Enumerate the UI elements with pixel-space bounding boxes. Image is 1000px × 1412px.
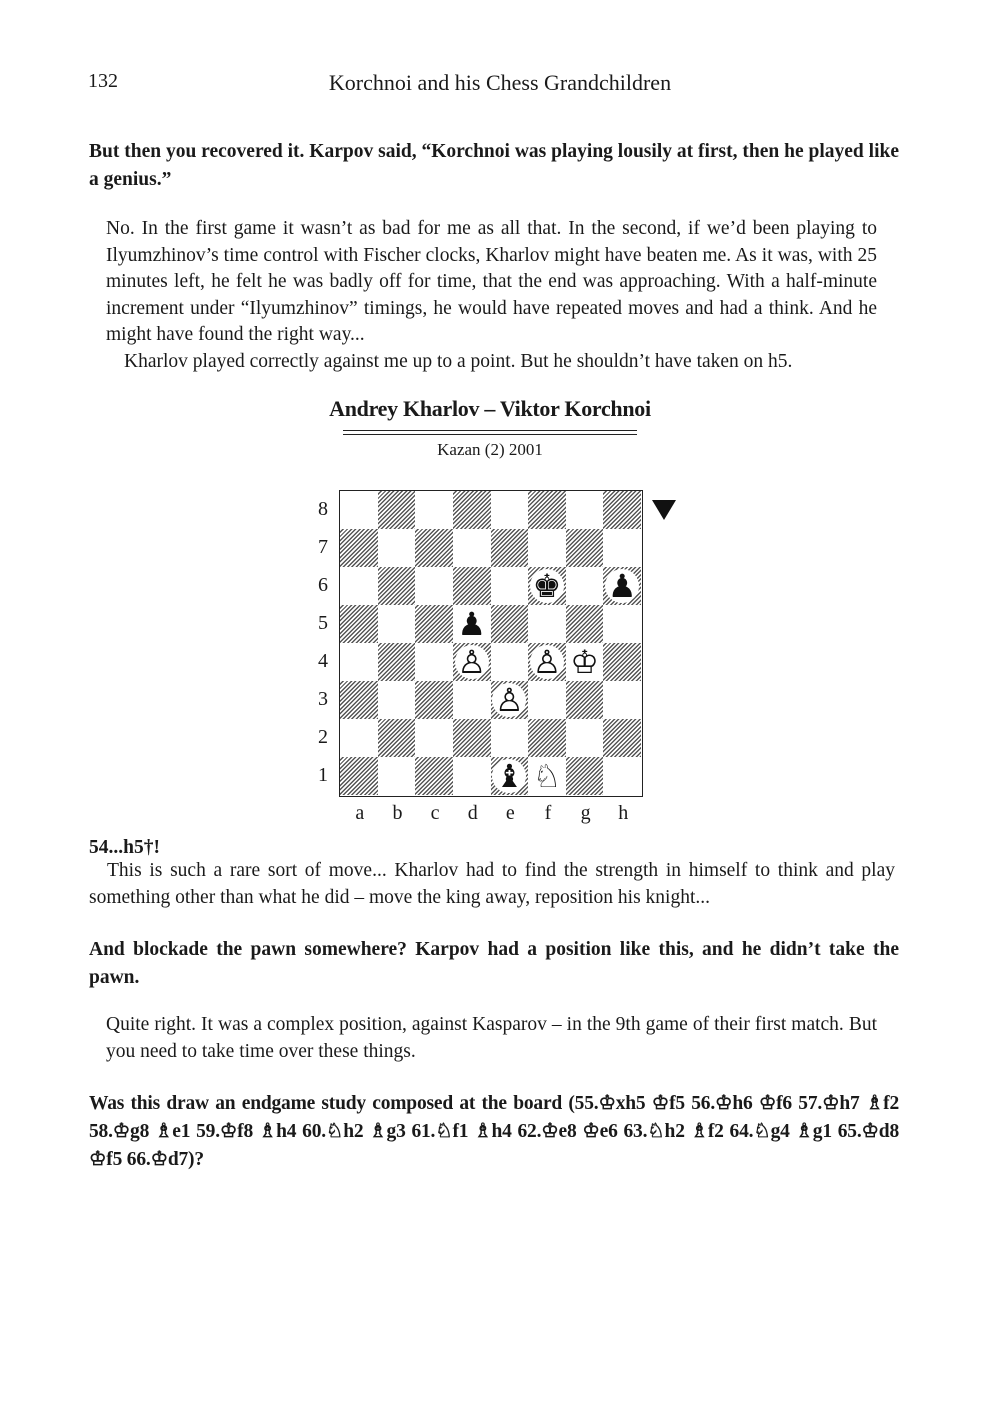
- black-pawn-icon: ♟: [607, 567, 637, 605]
- square-f4: [528, 643, 566, 681]
- square-e2: [491, 719, 529, 757]
- rank-label-3: 3: [318, 688, 328, 710]
- answer-1-para-1: No. In the first game it wasn’t as bad for me as all that. In the second, if we’d been playing to Ilyumzhinov’s time control with Fischer clocks, Kharlov might have beaten me. As it was, with 25 minutes left, he felt he was badly off for time, that the end was approaching. With a half-minute increment under “Ilyumzhinov” timings, he would have repeated moves and had a think. And he might have found the right way...: [106, 218, 877, 345]
- file-label-c: c: [430, 802, 440, 824]
- square-g7: [566, 529, 604, 567]
- square-f2: [528, 719, 566, 757]
- square-f3: [528, 681, 566, 719]
- rank-label-8: 8: [318, 498, 328, 520]
- square-d4: [453, 643, 491, 681]
- square-b8: [378, 491, 416, 529]
- rank-label-7: 7: [318, 536, 328, 558]
- square-d3: [453, 681, 491, 719]
- square-d5: [453, 605, 491, 643]
- square-c1: [415, 757, 453, 795]
- square-a6: [340, 567, 378, 605]
- file-label-b: b: [392, 802, 403, 824]
- white-pawn-icon: ♙: [532, 643, 562, 681]
- square-c5: [415, 605, 453, 643]
- square-b6: [378, 567, 416, 605]
- running-head: [0, 70, 1000, 96]
- square-h5: [603, 605, 641, 643]
- square-g2: [566, 719, 604, 757]
- black-pawn-icon: ♟: [457, 605, 487, 643]
- file-label-f: f: [544, 802, 552, 824]
- square-b5: [378, 605, 416, 643]
- square-f1: [528, 757, 566, 795]
- rank-label-6: 6: [318, 574, 328, 596]
- white-knight-holder: [530, 759, 564, 793]
- rank-label-1: 1: [318, 764, 328, 786]
- black-pawn-holder: [455, 607, 489, 641]
- square-c7: [415, 529, 453, 567]
- square-h7: [603, 529, 641, 567]
- square-a1: [340, 757, 378, 795]
- square-h1: [603, 757, 641, 795]
- white-king-icon: ♔: [570, 643, 599, 681]
- square-d1: [453, 757, 491, 795]
- square-a4: [340, 643, 378, 681]
- square-a5: [340, 605, 378, 643]
- square-c4: [415, 643, 453, 681]
- answer-3: Quite right. It was a complex position, against Kasparov – in the 9th game of their first match. But you need to take time over these things.: [106, 1014, 877, 1062]
- square-h4: [603, 643, 641, 681]
- answer-2: [89, 858, 895, 911]
- white-knight-icon: ♘: [532, 757, 562, 795]
- square-a8: [340, 491, 378, 529]
- square-b2: [378, 719, 416, 757]
- square-e5: [491, 605, 529, 643]
- square-h8: [603, 491, 641, 529]
- square-f5: [528, 605, 566, 643]
- square-h2: [603, 719, 641, 757]
- square-b3: [378, 681, 416, 719]
- title-rule-top: [343, 430, 637, 431]
- file-label-h: h: [618, 802, 629, 824]
- square-d6: [453, 567, 491, 605]
- square-g5: [566, 605, 604, 643]
- rank-label-5: 5: [318, 612, 328, 634]
- file-label-d: d: [467, 802, 478, 824]
- rank-label-2: 2: [318, 726, 328, 748]
- board-grid: [340, 491, 641, 795]
- file-label-g: g: [580, 802, 591, 824]
- white-king-holder: [568, 645, 602, 679]
- square-c6: [415, 567, 453, 605]
- square-c8: [415, 491, 453, 529]
- game-title: Andrey Kharlov – Viktor Korchnoi: [329, 396, 651, 421]
- square-g6: [566, 567, 604, 605]
- answer-1: [106, 216, 877, 375]
- white-pawn-holder: [455, 645, 489, 679]
- square-e4: [491, 643, 529, 681]
- square-e3: [491, 681, 529, 719]
- square-c2: [415, 719, 453, 757]
- question-2: And blockade the pawn somewhere? Karpov had a position like this, and he didn’t take the pawn.: [89, 939, 899, 988]
- square-c3: [415, 681, 453, 719]
- black-king-icon: ♚: [532, 567, 562, 605]
- square-a7: [340, 529, 378, 567]
- square-f8: [528, 491, 566, 529]
- square-g1: [566, 757, 604, 795]
- square-f6: [528, 567, 566, 605]
- file-label-e: e: [505, 802, 515, 824]
- square-h6: [603, 567, 641, 605]
- question-1: But then you recovered it. Karpov said, “Korchnoi was playing lousily at first, then he played like a genius.”: [89, 141, 899, 190]
- square-a2: [340, 719, 378, 757]
- chess-board: [339, 490, 643, 797]
- white-pawn-holder: [530, 645, 564, 679]
- file-label-a: a: [355, 802, 365, 824]
- square-g8: [566, 491, 604, 529]
- black-bishop-icon: ♝: [494, 757, 524, 795]
- black-king-holder: [530, 569, 564, 603]
- square-e6: [491, 567, 529, 605]
- title-rule-bottom: [343, 434, 637, 435]
- black-pawn-holder: [605, 569, 639, 603]
- square-d7: [453, 529, 491, 567]
- square-a3: [340, 681, 378, 719]
- white-pawn-icon: ♙: [494, 681, 524, 719]
- square-d2: [453, 719, 491, 757]
- square-h3: [603, 681, 641, 719]
- running-head-text: Korchnoi and his Chess Grandchildren: [328, 70, 672, 95]
- square-f7: [528, 529, 566, 567]
- square-d8: [453, 491, 491, 529]
- square-e1: [491, 757, 529, 795]
- square-b1: [378, 757, 416, 795]
- white-pawn-icon: ♙: [457, 643, 487, 681]
- square-g3: [566, 681, 604, 719]
- black-to-move-icon: [652, 500, 676, 520]
- square-e7: [491, 529, 529, 567]
- answer-2-text: This is such a rare sort of move... Kharlov had to find the strength in himself to think and play something other than what he did – move the king away, reposition his knight...: [89, 860, 895, 908]
- white-pawn-holder: [492, 683, 526, 717]
- rank-label-4: 4: [318, 650, 328, 672]
- question-3: Was this draw an endgame study composed at the board (55.♔xh5 ♔f5 56.♔h6 ♔f6 57.♔h7 ♗f2 58.♔g8 ♗e1 59.♔f8 ♗h4 60.♘h2 ♗g3 61.♘f1 ♗h4 62.♔e8 ♔e6 63.♘h2 ♗f2 64.♘g4 ♗g1 65.♔d8 ♔f5 66.♔d7)?: [89, 1093, 899, 1170]
- square-b4: [378, 643, 416, 681]
- game-event: Kazan (2) 2001: [437, 440, 543, 459]
- answer-1-para-2: Kharlov played correctly against me up to a point. But he shouldn’t have taken on h5.: [124, 350, 793, 372]
- move-annotation: 54...h5†!: [89, 837, 160, 858]
- black-bishop-holder: [492, 759, 526, 793]
- page-number: 132: [88, 70, 118, 92]
- square-b7: [378, 529, 416, 567]
- square-e8: [491, 491, 529, 529]
- square-g4: [566, 643, 604, 681]
